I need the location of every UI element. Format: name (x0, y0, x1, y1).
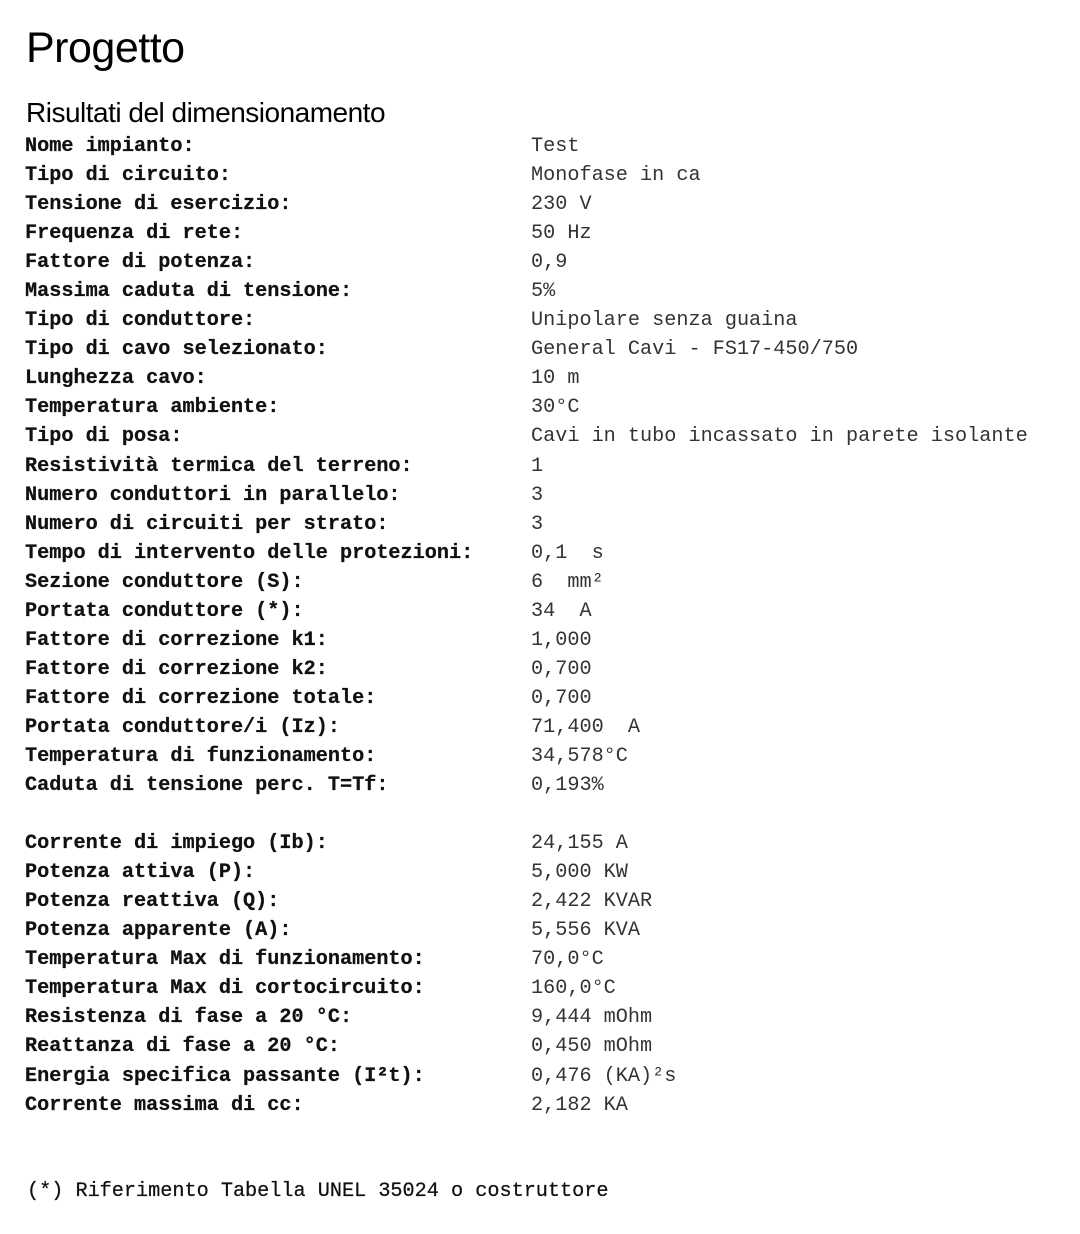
result-value: Unipolare senza guaina (531, 309, 798, 333)
results-section-parameters (25, 132, 1075, 800)
result-row (25, 945, 1075, 974)
result-row (25, 452, 1075, 481)
result-row (25, 858, 1075, 887)
result-label: Potenza reattiva (Q): (25, 890, 280, 914)
result-value: 0,193% (531, 774, 604, 798)
result-label: Tipo di circuito: (25, 164, 231, 188)
result-value: 24,155 A (531, 832, 628, 856)
result-value: 0,450 mOhm (531, 1035, 653, 1059)
result-row (25, 539, 1075, 568)
result-value: 34 A (531, 599, 592, 623)
result-label: Numero conduttori in parallelo: (25, 483, 401, 507)
result-row (25, 306, 1075, 335)
result-label: Energia specifica passante (I²t): (25, 1064, 425, 1088)
result-row (25, 364, 1075, 393)
result-label: Fattore di correzione k1: (25, 628, 328, 652)
result-label: Temperatura di funzionamento: (25, 745, 377, 768)
result-row (25, 190, 1075, 219)
result-label: Massima caduta di tensione: (25, 280, 353, 304)
result-row (25, 422, 1075, 451)
result-label: Tipo di posa: (25, 425, 183, 449)
result-label: Temperatura Max di funzionamento: (25, 948, 425, 972)
result-label: Reattanza di fase a 20 °C: (25, 1035, 340, 1059)
result-row (25, 597, 1075, 626)
result-row (25, 887, 1075, 916)
footnote: (*) Riferimento Tabella UNEL 35024 o costruttore (27, 1180, 609, 1203)
section-spacer (25, 800, 1075, 829)
result-label: Tempo di intervento delle protezioni: (25, 541, 474, 565)
result-label: Lunghezza cavo: (25, 367, 207, 391)
result-row (25, 568, 1075, 597)
result-row (25, 626, 1075, 655)
result-row (25, 684, 1075, 713)
result-value: 0,1 s (531, 541, 604, 565)
result-label: Nome impianto: (25, 135, 195, 159)
result-row (25, 248, 1075, 277)
result-value: 2,422 KVAR (531, 890, 653, 914)
result-row (25, 161, 1075, 190)
result-row (25, 277, 1075, 306)
result-value: 50 Hz (531, 222, 592, 246)
result-label: Fattore di potenza: (25, 251, 256, 275)
result-value: Cavi in tubo incassato in parete isolante (531, 425, 1028, 449)
results-section-electrical (25, 829, 1075, 1119)
result-label: Resistenza di fase a 20 °C: (25, 1006, 353, 1030)
result-row (25, 742, 1075, 771)
result-value: Monofase in ca (531, 164, 701, 188)
result-value: Test (531, 135, 580, 159)
result-value: 160,0°C (531, 977, 616, 1001)
result-label: Temperatura ambiente: (25, 396, 280, 420)
result-row (25, 510, 1075, 539)
result-value: 9,444 mOhm (531, 1006, 653, 1030)
result-label: Fattore di correzione totale: (25, 686, 377, 710)
result-label: Frequenza di rete: (25, 222, 244, 246)
result-value: 1 (531, 454, 544, 478)
result-row (25, 132, 1075, 161)
result-label: Temperatura Max di cortocircuito: (25, 977, 425, 1001)
result-row (25, 393, 1075, 422)
section-title: Risultati del dimensionamento (26, 97, 386, 128)
result-label: Fattore di correzione k2: (25, 657, 328, 681)
result-label: Sezione conduttore (S): (25, 570, 304, 594)
result-value: 0,476 (KA)²s (531, 1064, 677, 1088)
result-value: 3 (531, 512, 544, 536)
result-value: General Cavi - FS17-450/750 (531, 338, 859, 362)
result-value: 2,182 KA (531, 1093, 628, 1117)
result-value: 0,9 (531, 251, 568, 275)
result-row (25, 829, 1075, 858)
result-label: Corrente massima di cc: (25, 1093, 304, 1117)
result-label: Potenza apparente (A): (25, 919, 292, 943)
result-row (25, 655, 1075, 684)
result-value: 71,400 A (531, 715, 641, 739)
result-value: 5,000 KW (531, 861, 628, 885)
result-row (25, 1091, 1075, 1120)
result-value: 3 (531, 483, 544, 507)
result-row (25, 481, 1075, 510)
result-row (25, 335, 1075, 364)
results-list (25, 132, 1075, 1120)
result-label: Resistività termica del terreno: (25, 454, 413, 478)
result-row (25, 1003, 1075, 1032)
result-value: 34,578°C (531, 745, 628, 768)
page-title: Progetto (26, 24, 185, 72)
result-label: Potenza attiva (P): (25, 861, 256, 885)
result-label: Corrente di impiego (Ib): (25, 832, 328, 856)
result-label: Portata conduttore (*): (25, 599, 304, 623)
result-row (25, 713, 1075, 742)
result-value: 230 V (531, 193, 592, 217)
result-label: Numero di circuiti per strato: (25, 512, 389, 536)
result-value: 1,000 (531, 628, 592, 652)
result-row (25, 974, 1075, 1003)
result-label: Tipo di cavo selezionato: (25, 338, 328, 362)
result-value: 70,0°C (531, 948, 604, 972)
result-row (25, 916, 1075, 945)
result-value: 30°C (531, 396, 580, 420)
result-value: 0,700 (531, 657, 592, 681)
result-row (25, 219, 1075, 248)
result-label: Portata conduttore/i (Iz): (25, 715, 340, 739)
result-row (25, 771, 1075, 800)
result-label: Caduta di tensione perc. T=Tf: (25, 774, 389, 798)
result-value: 6 mm² (531, 570, 604, 594)
result-row (25, 1032, 1075, 1061)
result-value: 5,556 KVA (531, 919, 641, 943)
result-label: Tensione di esercizio: (25, 193, 292, 217)
result-row (25, 1062, 1075, 1091)
result-label: Tipo di conduttore: (25, 309, 256, 333)
result-value: 10 m (531, 367, 580, 391)
result-value: 0,700 (531, 686, 592, 710)
result-value: 5% (531, 280, 556, 304)
